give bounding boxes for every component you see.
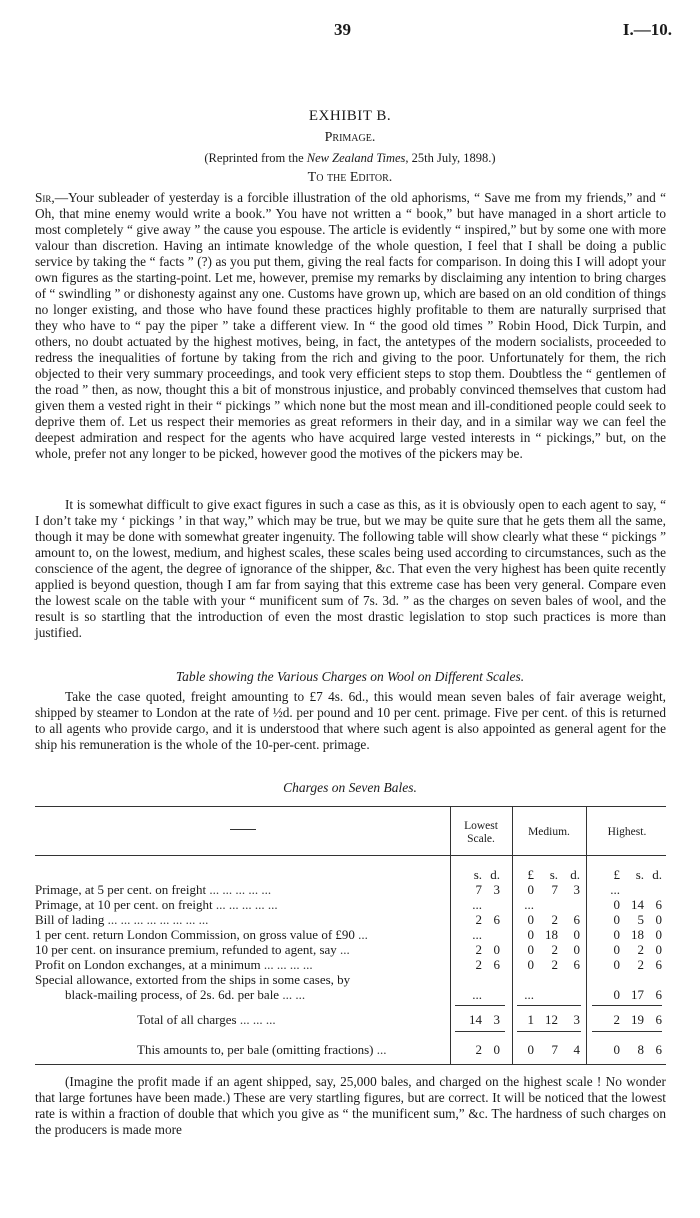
leader-dots: ... xyxy=(336,942,350,957)
row-text: 10 per cent. on insurance premium, refunded to agent, say xyxy=(35,942,337,957)
sum-rule xyxy=(455,1031,505,1032)
column-header-lowest: Lowest Scale. xyxy=(464,820,498,845)
lowest-d: 3 xyxy=(493,882,500,897)
highest-pounds: 0 xyxy=(613,897,620,912)
table-row-label xyxy=(65,987,445,1003)
paragraph-2: It is somewhat difficult to give exact figures in such a case as this, as it is obviously open to each agent to say, “ I don’t take my ‘ pickings ’ in that way,” which may be true, but we may be quite sure that he gets them all the same, though it may be done with somewhat greater ingenuity. The following table will show clearly what these “ pickings ” amount to, on the lowest, medium, and highest scales, these scales being used according to circumstances, such as the conscience of the agent, the degree of ignorance of the shipper, &c. That even the very highest has been quite recently applied is beyond question, though I am far from saying that this extreme case has been very general. Compare even the lowest scale on the table with your “ munificent sum of 7s. 3d. ” as the charges on seven bales of wool, and the result is so startling that the introduction of even the most drastic legislation to stop such practices is more than justified. xyxy=(35,497,666,640)
highest-d: 6 xyxy=(655,957,662,972)
row-text: Bill of lading xyxy=(35,912,105,927)
sum-rule xyxy=(455,1005,505,1006)
medium-pounds: 0 xyxy=(527,912,534,927)
medium-d: 0 xyxy=(573,942,580,957)
unit-d: d. xyxy=(570,867,580,882)
lowest-s: ... xyxy=(472,927,482,942)
unit-pound: £ xyxy=(527,867,534,882)
medium-pounds: 0 xyxy=(527,957,534,972)
lowest-s: 2 xyxy=(475,942,482,957)
row-text: Special allowance, extorted from the ships in some cases, by xyxy=(35,972,351,987)
lowest-s: 2 xyxy=(475,912,482,927)
leader-dots: ... xyxy=(373,1042,387,1057)
reprint-prefix: (Reprinted from the xyxy=(204,151,307,165)
column-divider xyxy=(586,806,587,1064)
paragraph-1 xyxy=(35,190,666,462)
highest-s: 18 xyxy=(631,927,644,942)
medium-d: 0 xyxy=(573,927,580,942)
highest-s: 2 xyxy=(637,957,644,972)
page-number: 39 xyxy=(334,20,351,39)
row-text: This amounts to, per bale (omitting fractions) xyxy=(137,1042,374,1057)
medium-s: 7 xyxy=(551,882,558,897)
column-divider xyxy=(512,806,513,1064)
medium-s: 18 xyxy=(545,927,558,942)
total-highest-s: 19 xyxy=(631,1012,644,1027)
subject-heading: Primage. xyxy=(324,130,376,145)
charges-title: Charges on Seven Bales. xyxy=(283,780,417,795)
medium-d: 3 xyxy=(573,882,580,897)
total-row-label xyxy=(137,1012,445,1028)
reprint-note xyxy=(0,151,700,166)
column-header-medium: Medium. xyxy=(528,826,570,838)
highest-pounds: 0 xyxy=(613,927,620,942)
unit-pound: £ xyxy=(613,867,620,882)
sum-rule xyxy=(592,1005,662,1006)
lowest-s: 7 xyxy=(475,882,482,897)
unit-s: s. xyxy=(549,867,558,882)
table-row-label xyxy=(35,957,445,973)
leader-dots: ... ... ... ... ... ... ... ... xyxy=(104,912,209,927)
row-text: Total of all charges xyxy=(137,1012,237,1027)
highest-pounds: 0 xyxy=(613,957,620,972)
addressee-heading: To the Editor. xyxy=(307,170,393,185)
column-header-highest: Highest. xyxy=(607,826,647,838)
leader-dots: ... ... xyxy=(279,987,306,1002)
unit-d: d. xyxy=(652,867,662,882)
total-medium-d: 3 xyxy=(573,1012,580,1027)
per-bale-highest-d: 6 xyxy=(655,1042,662,1057)
leader-dots: ... ... ... ... ... xyxy=(206,882,272,897)
highest-d: 0 xyxy=(655,927,662,942)
total-highest-d: 6 xyxy=(655,1012,662,1027)
row-text: 1 per cent. return London Commission, on gross value of £90 xyxy=(35,927,355,942)
highest-pounds: 0 xyxy=(613,912,620,927)
highest-s: 17 xyxy=(631,987,644,1002)
leader-dots: ... ... ... ... ... xyxy=(212,897,278,912)
table-row-label xyxy=(35,942,445,958)
medium-d: 6 xyxy=(573,957,580,972)
table-row-label xyxy=(35,882,445,898)
lowest-d: 6 xyxy=(493,957,500,972)
medium-pounds: ... xyxy=(524,987,534,1002)
table-bottom-rule xyxy=(35,1064,666,1065)
medium-s: 2 xyxy=(551,942,558,957)
total-lowest-d: 3 xyxy=(493,1012,500,1027)
table-caption: Table showing the Various Charges on Wool on Different Scales. xyxy=(175,669,525,684)
sum-rule xyxy=(517,1031,581,1032)
leader-dots: ... ... ... xyxy=(236,1012,276,1027)
medium-pounds: 0 xyxy=(527,927,534,942)
unit-d: d. xyxy=(490,867,500,882)
header-separator xyxy=(35,855,666,856)
lowest-d: 0 xyxy=(493,942,500,957)
unit-s: s. xyxy=(635,867,644,882)
total-medium-pounds: 1 xyxy=(527,1012,534,1027)
medium-pounds: 0 xyxy=(527,942,534,957)
unit-s: s. xyxy=(473,867,482,882)
paragraph-1-text: —Your subleader of yesterday is a forcible illustration of the old aphorisms, “ Save me from my friends,” and “ Oh, that mine enemy would write a book.” You have not written a “ book,” but have managed in a short article to most completely “ give away ” the cause you espouse. The article is evidently “ inspired,” but by some one with more valour than discretion. Having an intimate knowledge of the whole question, I feel that I shall be doing a public service by taking the “ facts ” (?) as you put them, giving the real facts for comparison. In doing this I will adopt your own figures as the starting-point. Let me, however, premise my remarks by disclaiming any intention to bring charges of “ swindling ” or dishonesty against any one. Customs have grown up, which are based on an old condition of things no longer existing, and those who have found these practices highly profitable to them are naturally surprised that they who have to “ pay the piper ” take a different view. In “ the good old times ” Robin Hood, Dick Turpin, and others, no doubt actuated by the highest motives, being, in fact, the antetypes of the modern socialists, proceeded to redress the inequalities of fortune by taking from the rich and giving to the poor. Unfortunately for them, the rich objected to their very summary proceedings, and took very efficient steps to stop them. Doubtless the “ gentlemen of the road ” then, as now, thought this a bit of monstrous injustice, and probably convinced themselves that custom had given them a vested right in their “ pickings ” which none but the most mean and ill-conditioned people could seek to deprive them of. Let us respect their memories as great reformers in their day, and in a similar way we can feel the deepest admiration and respect for the agents who have acquired large vested interests in “ pickings,” but, on the whole, prefer not any longer to be picked, however good the motives of the pickers may be. xyxy=(35,190,666,461)
total-medium-s: 12 xyxy=(545,1012,558,1027)
document-reference: I.—10. xyxy=(622,20,672,39)
per-bale-row-label xyxy=(137,1042,445,1058)
row-text: Primage, at 10 per cent. on freight xyxy=(35,897,213,912)
highest-d: 6 xyxy=(655,987,662,1002)
highest-pounds: 0 xyxy=(613,942,620,957)
leader-dots: ... ... ... ... xyxy=(260,957,313,972)
per-bale-highest-s: 8 xyxy=(637,1042,644,1057)
sum-rule xyxy=(517,1005,581,1006)
medium-s: 2 xyxy=(551,912,558,927)
highest-s: 5 xyxy=(637,912,644,927)
total-highest-pounds: 2 xyxy=(613,1012,620,1027)
medium-pounds: ... xyxy=(524,897,534,912)
exhibit-title: EXHIBIT B. xyxy=(308,108,392,124)
per-bale-medium-s: 7 xyxy=(551,1042,558,1057)
per-bale-medium-pounds: 0 xyxy=(527,1042,534,1057)
column-divider xyxy=(450,806,451,1064)
paragraph-3: Take the case quoted, freight amounting to £7 4s. 6d., this would mean seven bales of fair average weight, shipped by steamer to London at the rate of ½d. per pound and 10 per cent. primage. Five per cent. of this is returned to all agents who provide cargo, and it is understood that where such agent is also appointed as general agent for the ship his remuneration is the whole of the 10-per-cent. primage. xyxy=(35,689,666,752)
per-bale-lowest-s: 2 xyxy=(475,1042,482,1057)
leader-dots: ... xyxy=(354,927,368,942)
medium-d: 6 xyxy=(573,912,580,927)
header-dash xyxy=(230,829,256,830)
medium-pounds: 0 xyxy=(527,882,534,897)
reprint-suffix: , 25th July, 1898.) xyxy=(405,151,496,165)
total-lowest-s: 14 xyxy=(469,1012,482,1027)
medium-s: 2 xyxy=(551,957,558,972)
highest-d: 0 xyxy=(655,912,662,927)
lowest-s: ... xyxy=(472,987,482,1002)
row-text: black-mailing process, of 2s. 6d. per bale xyxy=(65,987,280,1002)
sum-rule xyxy=(592,1031,662,1032)
per-bale-medium-d: 4 xyxy=(573,1042,580,1057)
table-row-label xyxy=(35,897,445,913)
table-row-label xyxy=(35,927,445,943)
highest-d: 6 xyxy=(655,897,662,912)
newspaper-name: New Zealand Times xyxy=(306,151,406,165)
highest-s: 2 xyxy=(637,942,644,957)
lowest-s: ... xyxy=(472,897,482,912)
table-row-label xyxy=(35,912,445,928)
table-row-label xyxy=(35,972,445,988)
highest-s: 14 xyxy=(631,897,644,912)
per-bale-highest-pounds: 0 xyxy=(613,1042,620,1057)
per-bale-lowest-d: 0 xyxy=(493,1042,500,1057)
lowest-d: 6 xyxy=(493,912,500,927)
row-text: Primage, at 5 per cent. on freight xyxy=(35,882,207,897)
salutation: Sir, xyxy=(35,190,55,205)
highest-d: 0 xyxy=(655,942,662,957)
paragraph-4: (Imagine the profit made if an agent shipped, say, 25,000 bales, and charged on the highest scale ! No wonder that large fortunes have been made.) These are very startling figures, but are correct. It will be noticed that the lowest rate is within a fraction of double that which you give as “ the munificent sum,” &c. The hardness of such charges on the producers is made more xyxy=(35,1074,666,1137)
highest-pounds: ... xyxy=(610,882,620,897)
row-text: Profit on London exchanges, at a minimum xyxy=(35,957,261,972)
table-top-rule xyxy=(35,806,666,807)
lowest-s: 2 xyxy=(475,957,482,972)
highest-pounds: 0 xyxy=(613,987,620,1002)
